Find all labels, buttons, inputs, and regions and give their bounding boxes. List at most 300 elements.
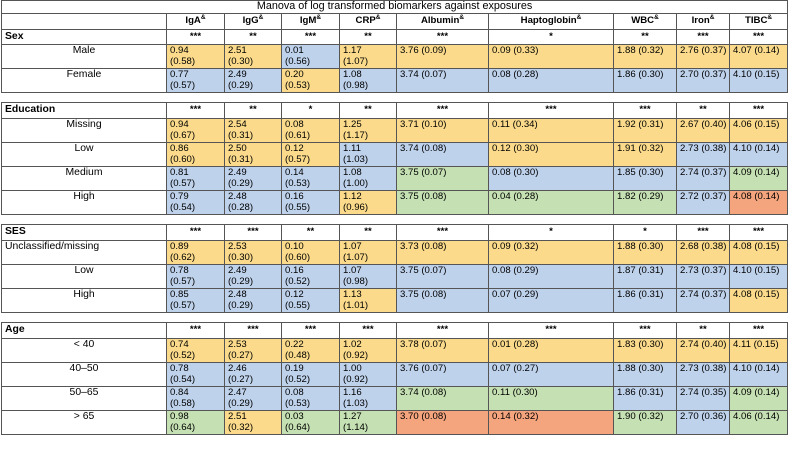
value-cell bbox=[489, 142, 614, 166]
section-name: Age bbox=[2, 322, 167, 338]
column-superscript: & bbox=[576, 14, 582, 22]
significance-cell: ** bbox=[282, 224, 340, 240]
value-cell bbox=[340, 362, 397, 386]
section-header-row bbox=[2, 224, 788, 240]
significance-cell: *** bbox=[397, 322, 489, 338]
section-header-row bbox=[2, 13, 788, 29]
significance-cell: *** bbox=[730, 29, 788, 44]
value-cell bbox=[167, 166, 225, 190]
significance-cell: ** bbox=[340, 224, 397, 240]
value-text: 2.49 bbox=[228, 166, 247, 178]
value-text: (0.27) bbox=[228, 374, 254, 385]
value-text: 0.07 (0.29) bbox=[492, 288, 539, 300]
column-superscript: & bbox=[200, 14, 206, 22]
value-text: 0.10 bbox=[285, 240, 304, 252]
value-text: 0.98 bbox=[170, 410, 189, 422]
column-superscript: & bbox=[375, 14, 381, 22]
value-text: 1.27 bbox=[343, 410, 362, 422]
value-cell bbox=[167, 338, 225, 362]
value-text: 1.25 bbox=[343, 118, 362, 130]
table-row bbox=[2, 338, 788, 362]
value-text: 2.49 bbox=[228, 264, 247, 276]
value-text: (0.31) bbox=[228, 130, 254, 141]
value-text: 2.47 bbox=[228, 386, 247, 398]
row-label: Medium bbox=[2, 166, 167, 190]
value-cell bbox=[397, 288, 489, 312]
value-text: 2.72 (0.37) bbox=[680, 190, 727, 202]
value-text: (0.57) bbox=[170, 80, 196, 91]
value-text: (0.62) bbox=[170, 252, 196, 263]
section-name: SES bbox=[2, 224, 167, 240]
significance-cell: *** bbox=[397, 224, 489, 240]
value-text: 0.19 bbox=[285, 362, 304, 374]
value-cell bbox=[397, 386, 489, 410]
value-cell bbox=[282, 386, 340, 410]
value-cell bbox=[225, 410, 282, 434]
significance-cell: *** bbox=[225, 224, 282, 240]
significance-cell: *** bbox=[730, 102, 788, 118]
significance-cell: *** bbox=[167, 29, 225, 44]
value-text: (0.67) bbox=[170, 130, 196, 141]
value-text: 0.08 (0.29) bbox=[492, 264, 539, 276]
value-cell bbox=[397, 240, 489, 264]
value-text: 2.74 (0.37) bbox=[680, 166, 727, 178]
value-text: 1.08 bbox=[343, 68, 362, 80]
value-text: (0.29) bbox=[228, 178, 254, 189]
value-text: 4.08 (0.15) bbox=[733, 288, 780, 300]
significance-cell: *** bbox=[167, 322, 225, 338]
value-text: 0.11 (0.30) bbox=[492, 386, 538, 398]
value-text: 3.70 (0.08) bbox=[400, 410, 447, 422]
row-label: Low bbox=[2, 142, 167, 166]
value-cell bbox=[397, 338, 489, 362]
value-text: (0.60) bbox=[170, 154, 196, 165]
value-cell bbox=[282, 288, 340, 312]
value-cell bbox=[340, 264, 397, 288]
value-cell bbox=[489, 190, 614, 214]
value-text: 0.84 bbox=[170, 386, 189, 398]
value-cell bbox=[489, 288, 614, 312]
value-text: (1.17) bbox=[343, 130, 369, 141]
value-cell bbox=[614, 362, 677, 386]
value-cell bbox=[730, 362, 788, 386]
value-cell bbox=[489, 264, 614, 288]
column-header bbox=[730, 13, 788, 29]
value-text: 0.08 (0.28) bbox=[492, 68, 539, 80]
value-cell bbox=[225, 264, 282, 288]
significance-cell: *** bbox=[677, 29, 730, 44]
value-text: (0.96) bbox=[343, 202, 369, 213]
value-cell bbox=[677, 338, 730, 362]
significance-cell: *** bbox=[489, 322, 614, 338]
value-text: 0.12 (0.30) bbox=[492, 142, 539, 154]
significance-cell: ** bbox=[677, 102, 730, 118]
value-text: (1.07) bbox=[343, 56, 369, 67]
value-text: (0.58) bbox=[170, 398, 196, 409]
value-text: (0.64) bbox=[285, 422, 311, 433]
value-cell bbox=[677, 166, 730, 190]
value-text: 0.04 (0.28) bbox=[492, 190, 539, 202]
value-cell bbox=[282, 264, 340, 288]
value-text: (0.55) bbox=[285, 300, 311, 311]
row-label: Missing bbox=[2, 118, 167, 142]
significance-cell: *** bbox=[397, 102, 489, 118]
significance-row bbox=[2, 29, 788, 44]
value-cell bbox=[225, 240, 282, 264]
value-cell bbox=[397, 44, 489, 68]
value-text: 0.01 (0.28) bbox=[492, 338, 539, 350]
value-cell bbox=[677, 142, 730, 166]
value-cell bbox=[489, 410, 614, 434]
value-cell bbox=[167, 386, 225, 410]
value-cell bbox=[730, 386, 788, 410]
significance-cell: *** bbox=[340, 322, 397, 338]
value-text: 0.09 (0.33) bbox=[492, 44, 539, 56]
table-row bbox=[2, 264, 788, 288]
value-cell bbox=[489, 44, 614, 68]
value-cell bbox=[225, 166, 282, 190]
column-name: WBC bbox=[631, 15, 655, 27]
value-text: (0.53) bbox=[285, 178, 311, 189]
value-text: 1.88 (0.32) bbox=[617, 44, 664, 56]
row-label: High bbox=[2, 288, 167, 312]
value-text: 1.82 (0.29) bbox=[617, 190, 664, 202]
value-cell bbox=[167, 118, 225, 142]
value-text: 0.85 bbox=[170, 288, 189, 300]
value-text: 0.94 bbox=[170, 44, 189, 56]
significance-cell: *** bbox=[167, 224, 225, 240]
row-label: Male bbox=[2, 44, 167, 68]
value-text: 1.87 (0.31) bbox=[617, 264, 664, 276]
value-cell bbox=[167, 190, 225, 214]
table-title: Manova of log transformed biomarkers against exposures bbox=[2, 1, 788, 14]
value-text: (0.53) bbox=[285, 80, 311, 91]
significance-cell: * bbox=[614, 224, 677, 240]
value-text: 0.79 bbox=[170, 190, 189, 202]
table-row bbox=[2, 288, 788, 312]
value-cell bbox=[614, 240, 677, 264]
significance-cell: ** bbox=[340, 102, 397, 118]
column-superscript: & bbox=[459, 14, 465, 22]
value-text: 0.07 (0.27) bbox=[492, 362, 539, 374]
gap-cell bbox=[2, 312, 788, 322]
significance-cell: *** bbox=[730, 224, 788, 240]
column-header bbox=[397, 13, 489, 29]
value-text: 0.89 bbox=[170, 240, 189, 252]
value-cell bbox=[167, 240, 225, 264]
value-text: 3.74 (0.08) bbox=[400, 386, 447, 398]
value-cell bbox=[282, 362, 340, 386]
value-text: 2.54 bbox=[228, 118, 247, 130]
value-cell bbox=[730, 338, 788, 362]
value-cell bbox=[282, 44, 340, 68]
value-text: 3.74 (0.08) bbox=[400, 142, 447, 154]
section-gap bbox=[2, 92, 788, 102]
value-cell bbox=[340, 240, 397, 264]
value-text: (0.32) bbox=[228, 422, 254, 433]
value-cell bbox=[614, 118, 677, 142]
table-row bbox=[2, 386, 788, 410]
significance-cell: ** bbox=[614, 29, 677, 44]
value-text: 2.53 bbox=[228, 240, 247, 252]
value-text: 2.50 bbox=[228, 142, 247, 154]
significance-cell: * bbox=[489, 224, 614, 240]
row-label: 50–65 bbox=[2, 386, 167, 410]
value-text: 2.76 (0.37) bbox=[680, 44, 727, 56]
value-text: (0.52) bbox=[170, 350, 196, 361]
value-text: 4.06 (0.14) bbox=[733, 410, 780, 422]
value-text: (0.60) bbox=[285, 252, 311, 263]
value-text: 1.17 bbox=[343, 44, 362, 56]
value-cell bbox=[340, 44, 397, 68]
value-cell bbox=[340, 410, 397, 434]
value-text: 1.16 bbox=[343, 386, 362, 398]
value-text: (0.58) bbox=[170, 56, 196, 67]
value-text: (0.57) bbox=[170, 276, 196, 287]
value-text: 2.48 bbox=[228, 288, 247, 300]
table-row bbox=[2, 410, 788, 434]
value-cell bbox=[730, 68, 788, 92]
table-row bbox=[2, 190, 788, 214]
value-text: 2.70 (0.37) bbox=[680, 68, 727, 80]
value-cell bbox=[340, 190, 397, 214]
value-cell bbox=[677, 410, 730, 434]
column-name: IgM bbox=[299, 15, 317, 27]
value-text: 0.08 bbox=[285, 118, 304, 130]
column-superscript: & bbox=[258, 14, 264, 22]
value-cell bbox=[730, 190, 788, 214]
value-text: (0.29) bbox=[228, 276, 254, 287]
value-text: (0.30) bbox=[228, 56, 254, 67]
significance-cell: ** bbox=[340, 29, 397, 44]
value-cell bbox=[167, 288, 225, 312]
column-superscript: & bbox=[709, 14, 715, 22]
value-cell bbox=[167, 264, 225, 288]
significance-cell: *** bbox=[614, 102, 677, 118]
value-cell bbox=[340, 118, 397, 142]
value-text: (1.03) bbox=[343, 154, 369, 165]
significance-cell: *** bbox=[282, 322, 340, 338]
value-text: 2.67 (0.40) bbox=[680, 118, 727, 130]
column-name: TIBC bbox=[745, 15, 768, 27]
value-text: 0.20 bbox=[285, 68, 304, 80]
value-text: (0.57) bbox=[285, 154, 311, 165]
value-cell bbox=[397, 68, 489, 92]
column-header bbox=[489, 13, 614, 29]
table-row bbox=[2, 142, 788, 166]
value-cell bbox=[225, 190, 282, 214]
value-cell bbox=[282, 68, 340, 92]
value-cell bbox=[730, 166, 788, 190]
value-text: 0.14 bbox=[285, 166, 304, 178]
value-text: 3.73 (0.08) bbox=[400, 240, 447, 252]
value-text: 4.10 (0.15) bbox=[733, 264, 780, 276]
value-cell bbox=[677, 288, 730, 312]
value-cell bbox=[614, 410, 677, 434]
value-text: 2.74 (0.37) bbox=[680, 288, 727, 300]
value-cell bbox=[677, 44, 730, 68]
value-cell bbox=[167, 142, 225, 166]
value-text: (0.30) bbox=[228, 252, 254, 263]
value-text: 3.71 (0.10) bbox=[400, 118, 447, 130]
gap-cell bbox=[2, 92, 788, 102]
value-cell bbox=[282, 142, 340, 166]
value-text: 0.78 bbox=[170, 264, 189, 276]
value-cell bbox=[225, 44, 282, 68]
value-text: 3.76 (0.07) bbox=[400, 362, 447, 374]
significance-cell: * bbox=[282, 102, 340, 118]
value-cell bbox=[167, 44, 225, 68]
value-text: 1.88 (0.30) bbox=[617, 362, 664, 374]
value-text: (1.14) bbox=[343, 422, 369, 433]
value-text: (0.29) bbox=[228, 300, 254, 311]
value-text: 1.00 bbox=[343, 362, 362, 374]
column-superscript: & bbox=[654, 14, 659, 22]
value-text: 3.75 (0.08) bbox=[400, 190, 447, 202]
value-text: 1.92 (0.31) bbox=[617, 118, 664, 130]
value-text: 1.86 (0.31) bbox=[617, 288, 664, 300]
value-text: 4.09 (0.14) bbox=[733, 166, 780, 178]
value-cell bbox=[489, 166, 614, 190]
gap-cell bbox=[2, 214, 788, 224]
value-cell bbox=[730, 240, 788, 264]
value-cell bbox=[397, 166, 489, 190]
significance-cell: *** bbox=[614, 322, 677, 338]
value-cell bbox=[730, 118, 788, 142]
table-row bbox=[2, 240, 788, 264]
value-cell bbox=[677, 386, 730, 410]
column-name: IgA bbox=[185, 15, 201, 27]
value-cell bbox=[614, 338, 677, 362]
value-text: (0.29) bbox=[228, 398, 254, 409]
value-text: (0.54) bbox=[170, 374, 196, 385]
value-cell bbox=[677, 68, 730, 92]
value-cell bbox=[730, 142, 788, 166]
value-text: 2.73 (0.38) bbox=[680, 362, 727, 374]
value-cell bbox=[397, 190, 489, 214]
value-cell bbox=[225, 288, 282, 312]
significance-cell: *** bbox=[730, 322, 788, 338]
value-text: 2.51 bbox=[228, 44, 247, 56]
value-text: 0.01 bbox=[285, 44, 304, 56]
value-text: 0.94 bbox=[170, 118, 189, 130]
value-text: 2.53 bbox=[228, 338, 247, 350]
significance-cell: * bbox=[489, 29, 614, 44]
significance-cell: ** bbox=[225, 102, 282, 118]
value-text: (0.48) bbox=[285, 350, 311, 361]
value-text: 0.12 bbox=[285, 142, 304, 154]
value-cell bbox=[677, 362, 730, 386]
value-cell bbox=[614, 68, 677, 92]
value-text: 1.88 (0.30) bbox=[617, 240, 664, 252]
value-text: (0.52) bbox=[285, 276, 311, 287]
value-cell bbox=[677, 264, 730, 288]
value-cell bbox=[730, 264, 788, 288]
row-label: Female bbox=[2, 68, 167, 92]
value-text: (0.92) bbox=[343, 374, 369, 385]
value-cell bbox=[282, 410, 340, 434]
significance-cell: ** bbox=[677, 322, 730, 338]
value-cell bbox=[677, 190, 730, 214]
section-name bbox=[2, 13, 167, 29]
value-text: 4.10 (0.14) bbox=[733, 142, 780, 154]
table-row bbox=[2, 166, 788, 190]
value-text: 2.70 (0.36) bbox=[680, 410, 727, 422]
value-text: 0.74 bbox=[170, 338, 189, 350]
column-header bbox=[282, 13, 340, 29]
value-text: (0.52) bbox=[285, 374, 311, 385]
value-cell bbox=[167, 410, 225, 434]
value-text: 0.78 bbox=[170, 362, 189, 374]
value-cell bbox=[614, 386, 677, 410]
value-text: 1.08 bbox=[343, 166, 362, 178]
value-text: 0.77 bbox=[170, 68, 189, 80]
table-row bbox=[2, 44, 788, 68]
value-cell bbox=[225, 362, 282, 386]
value-text: 4.08 (0.14) bbox=[733, 190, 780, 202]
row-label: 40–50 bbox=[2, 362, 167, 386]
value-cell bbox=[225, 386, 282, 410]
value-text: 1.02 bbox=[343, 338, 362, 350]
value-text: 1.91 (0.32) bbox=[617, 142, 664, 154]
value-text: 3.75 (0.07) bbox=[400, 166, 447, 178]
value-cell bbox=[677, 118, 730, 142]
value-text: 0.09 (0.32) bbox=[492, 240, 539, 252]
value-cell bbox=[489, 68, 614, 92]
value-text: (1.07) bbox=[343, 252, 369, 263]
value-text: 0.03 bbox=[285, 410, 304, 422]
value-text: 1.90 (0.32) bbox=[617, 410, 664, 422]
value-text: (0.28) bbox=[228, 202, 254, 213]
value-cell bbox=[489, 362, 614, 386]
section-gap bbox=[2, 312, 788, 322]
value-text: (1.00) bbox=[343, 178, 369, 189]
value-cell bbox=[340, 68, 397, 92]
value-text: (0.64) bbox=[170, 422, 196, 433]
value-cell bbox=[282, 240, 340, 264]
value-text: 3.75 (0.07) bbox=[400, 264, 447, 276]
value-cell bbox=[282, 190, 340, 214]
table-row bbox=[2, 68, 788, 92]
significance-cell: ** bbox=[225, 29, 282, 44]
column-header bbox=[677, 13, 730, 29]
value-text: (1.03) bbox=[343, 398, 369, 409]
value-text: 4.11 (0.15) bbox=[733, 338, 779, 350]
column-name: Iron bbox=[691, 15, 710, 27]
significance-cell: *** bbox=[489, 102, 614, 118]
value-text: 2.73 (0.37) bbox=[680, 264, 727, 276]
value-text: 3.74 (0.07) bbox=[400, 68, 447, 80]
value-text: 0.81 bbox=[170, 166, 189, 178]
value-cell bbox=[167, 68, 225, 92]
value-text: (0.98) bbox=[343, 80, 369, 91]
value-text: 1.86 (0.31) bbox=[617, 386, 664, 398]
value-text: 0.08 (0.30) bbox=[492, 166, 539, 178]
value-text: (0.57) bbox=[170, 178, 196, 189]
table-row bbox=[2, 118, 788, 142]
value-cell bbox=[225, 338, 282, 362]
value-text: 0.08 bbox=[285, 386, 304, 398]
value-text: 0.12 bbox=[285, 288, 304, 300]
value-cell bbox=[614, 264, 677, 288]
column-header bbox=[340, 13, 397, 29]
value-text: 4.10 (0.15) bbox=[733, 68, 780, 80]
value-text: (0.31) bbox=[228, 154, 254, 165]
value-cell bbox=[614, 44, 677, 68]
value-cell bbox=[340, 142, 397, 166]
value-cell bbox=[614, 288, 677, 312]
value-text: 1.07 bbox=[343, 264, 362, 276]
